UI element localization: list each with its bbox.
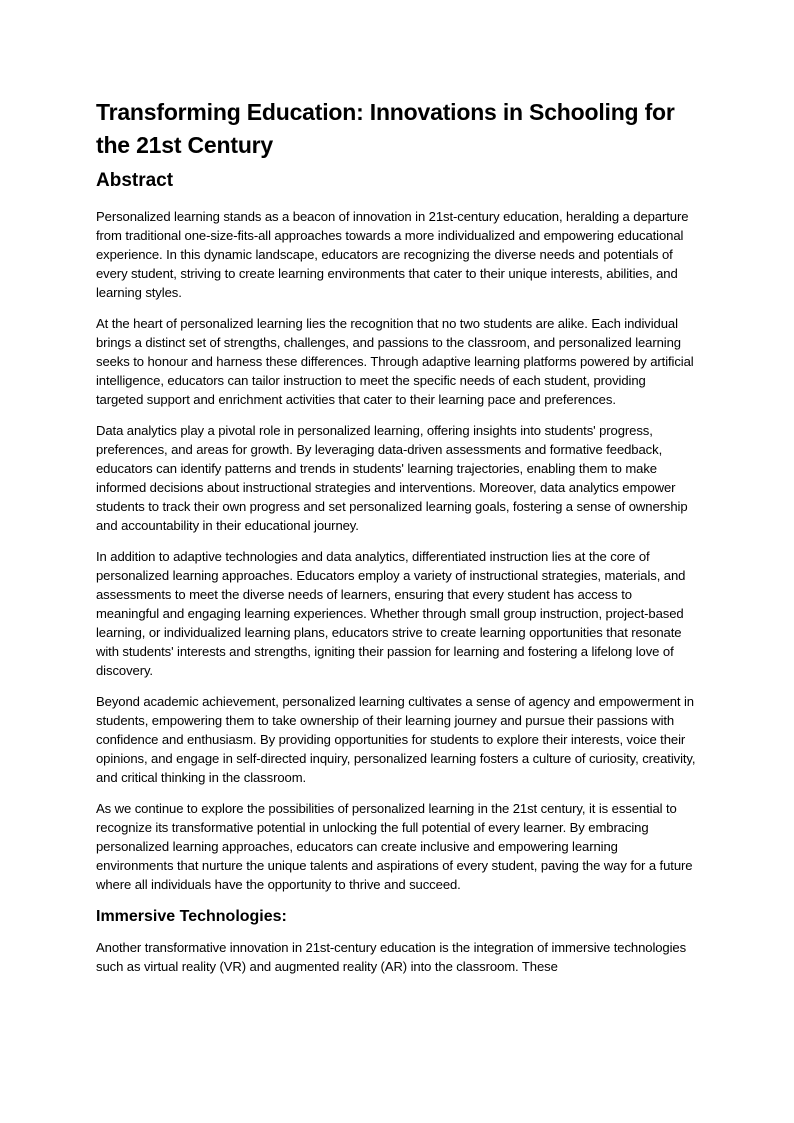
abstract-paragraph-4: In addition to adaptive technologies and data analytics, differentiated instruction lies at the core of personalized learning approaches. Educators employ a variety of instructional strategies, materials, and assessments to meet the diverse needs of learners, ensuring that every student has access to meaningful and engaging learning experiences. Whether through small group instruction, project-based learning, or individualized learning plans, educators strive to create learning opportunities that resonate with students' interests and strengths, igniting their passion for learning and fostering a lifelong love of discovery. bbox=[96, 549, 686, 678]
abstract-paragraph-5: Beyond academic achievement, personalized learning cultivates a sense of agency and empowerment in students, empowering them to take ownership of their learning journey and pursue their passions with confidence and enthusiasm. By providing opportunities for students to explore their interests, voice their opinions, and engage in self-directed inquiry, personalized learning fosters a culture of curiosity, creativity, and critical thinking in the classroom. bbox=[96, 694, 696, 785]
abstract-paragraph-3: Data analytics play a pivotal role in personalized learning, offering insights into students' progress, preferences, and areas for growth. By leveraging data-driven assessments and formative feedback, educators can identify patterns and trends in students' learning trajectories, enabling them to make informed decisions about instructional strategies and interventions. Moreover, data analytics empower students to track their own progress and set personalized learning goals, fostering a sense of ownership and accountability in their educational journey. bbox=[96, 423, 688, 533]
section-abstract bbox=[96, 168, 696, 894]
section-heading-immersive-technologies: Immersive Technologies: bbox=[96, 908, 287, 925]
abstract-paragraph-2: At the heart of personalized learning lies the recognition that no two students are alike. Each individual brings a distinct set of strengths, challenges, and passions to the classroom, and personalized learning seeks to honour and harness these differences. Through adaptive learning platforms powered by artificial intelligence, educators can tailor instruction to meet the specific needs of each student, providing targeted support and enrichment activities that cater to their learning pace and preferences. bbox=[96, 316, 694, 407]
abstract-paragraph-6: As we continue to explore the possibilities of personalized learning in the 21st century, it is essential to recognize its transformative potential in unlocking the full potential of every learner. By embracing personalized learning approaches, educators can create inclusive and empowering learning environments that nurture the unique talents and aspirations of every student, paving the way for a future where all individuals have the opportunity to thrive and succeed. bbox=[96, 801, 693, 892]
immersive-paragraph-1: Another transformative innovation in 21st-century education is the integration of immersive technologies such as virtual reality (VR) and augmented reality (AR) into the classroom. These bbox=[96, 940, 687, 974]
document-page bbox=[96, 96, 696, 988]
document-title: Transforming Education: Innovations in Schooling for the 21st Century bbox=[96, 99, 675, 158]
abstract-paragraph-1: Personalized learning stands as a beacon of innovation in 21st-century education, heralding a departure from traditional one-size-fits-all approaches towards a more individualized and empowering educational experience. In this dynamic landscape, educators are recognizing the diverse needs and potentials of every student, striving to create learning environments that cater to their unique interests, abilities, and learning styles. bbox=[96, 209, 689, 300]
section-immersive-technologies bbox=[96, 906, 696, 976]
section-heading-abstract: Abstract bbox=[96, 170, 174, 191]
